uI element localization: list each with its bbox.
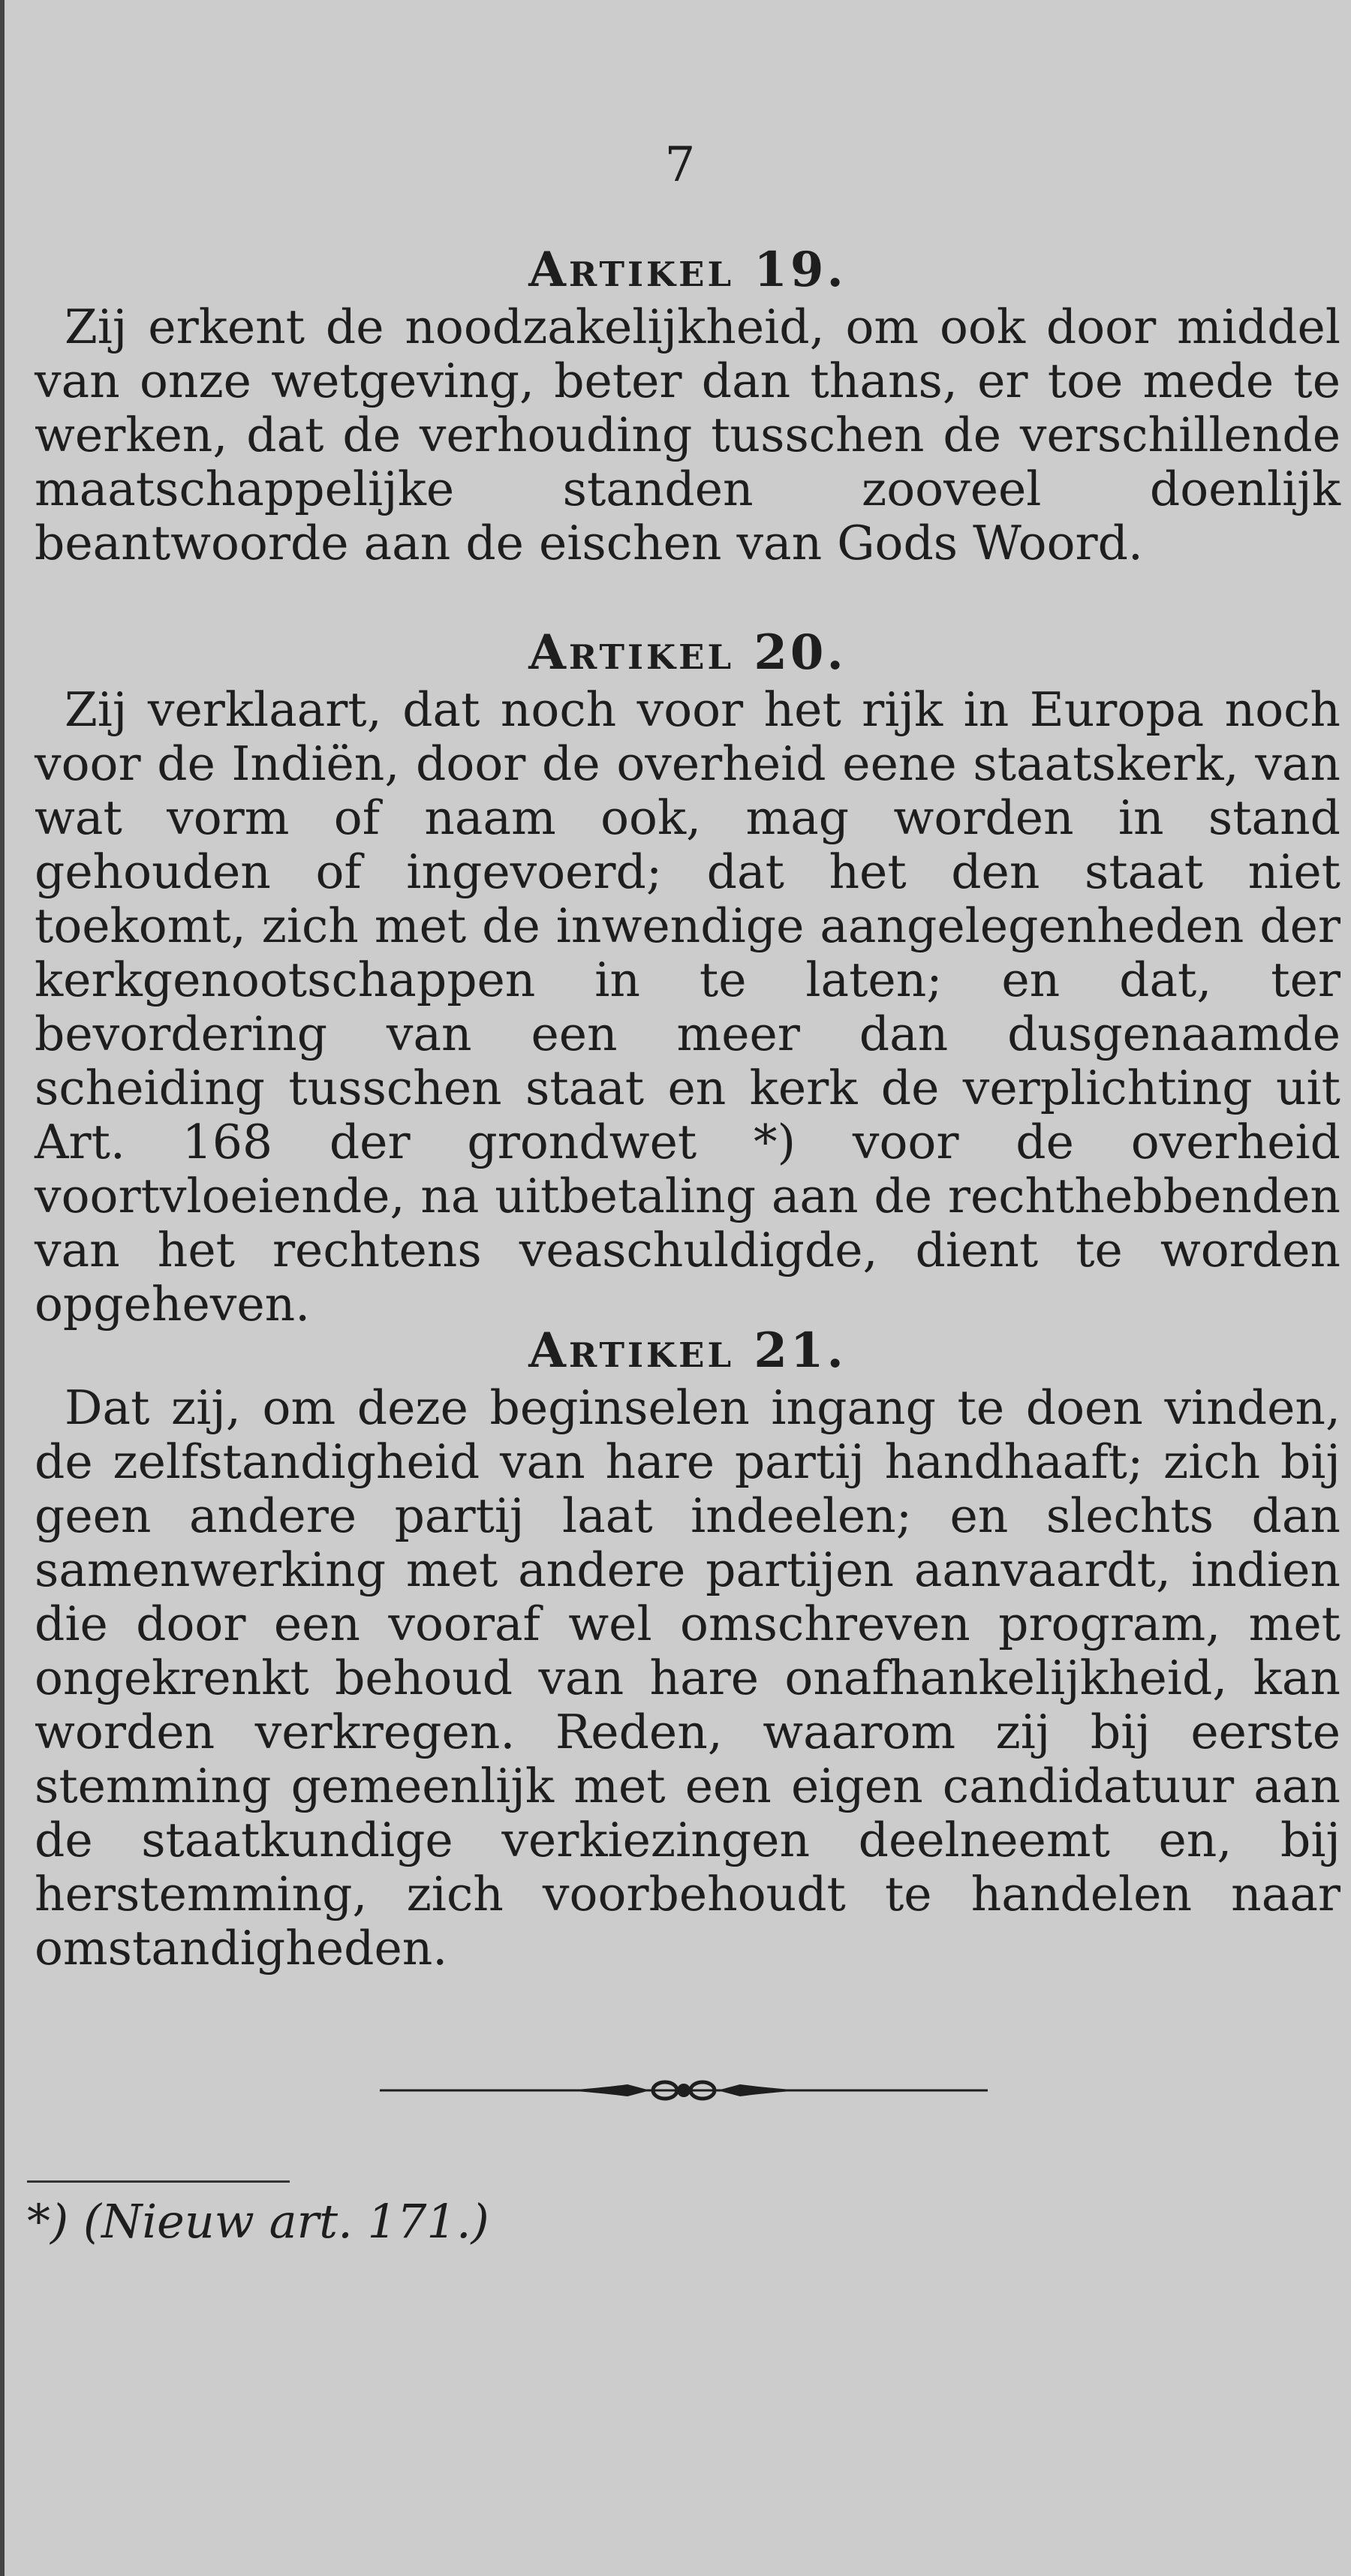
article-text: Dat zij, om deze beginselen ingang te doen vinden, de zelfstandigheid van hare partij handhaaft; zich bij geen andere partij laat indeelen; en slechts dan samenwerking met andere partijen aanvaardt, indien die door een vooraf wel omschreven program, met ongekrenkt behoud van hare onafhankelijkheid, kan worden verkregen. Reden, waarom zij bij eerste stemming gemeenlijk met een eigen candidatuur aan de staatkundige verkiezingen deelneemt en, bij herstemming, zich voorbehoudt te handelen naar omstandigheden.	[35, 1380, 1340, 1976]
footnote: *) (Nieuw art. 171.)	[27, 2194, 489, 2249]
article-19	[35, 240, 1340, 570]
article-heading: Artikel 21.	[528, 1323, 847, 1379]
ornament-divider-icon	[380, 2068, 988, 2113]
article-21	[35, 1321, 1340, 1976]
article-text: Zij verklaart, dat noch voor het rijk in Europa noch voor de Indiën, door de overheid eene staatskerk, van wat vorm of naam ook, mag worden in stand gehouden of ingevoerd; dat het den staat niet toekomt, zich met de inwendige aangelegenheden der kerkgenootschappen in te laten; en dat, ter bevordering van een meer dan dusgenaamde scheiding tusschen staat en kerk de verplichting uit Art. 168 der grondwet *) voor de overheid voortvloeiende, na uitbetaling aan de rechthebbenden van het rechtens veaschuldigde, dient te worden opgeheven.	[35, 682, 1340, 1332]
article-20	[35, 623, 1340, 1332]
article-text: Zij erkent de noodzakelijkheid, om ook door middel van onze wetgeving, beter dan thans, er toe mede te werken, dat de verhouding tusschen de verschillende maatschappelijke standen zooveel doenlijk beantwoorde aan de eischen van Gods Woord.	[35, 299, 1340, 570]
footnote-rule	[27, 2180, 290, 2183]
article-heading: Artikel 19.	[528, 242, 847, 298]
article-heading: Artikel 20.	[528, 624, 847, 681]
page-number: 7	[664, 137, 696, 193]
